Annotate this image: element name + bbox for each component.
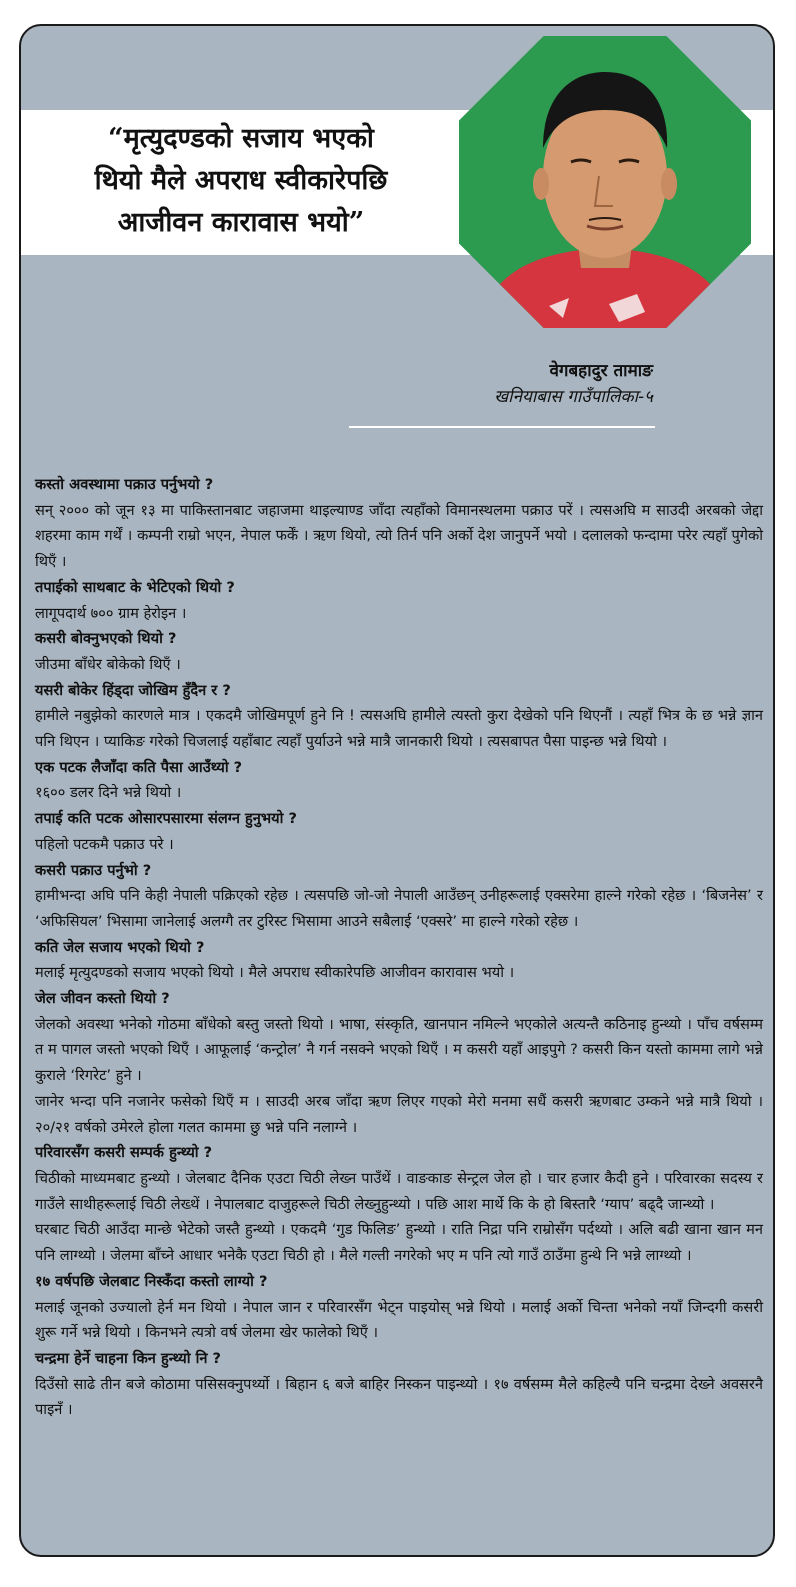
- interview-answer: पहिलो पटकमै पक्राउ परे ।: [35, 835, 174, 853]
- interview-answer: हामीभन्दा अघि पनि केही नेपाली पक्रिएको रहेछ । त्यसपछि जो-जो नेपाली आउँछन् उनीहरूलाई एक्सरेमा हाल्ने गरेको रहेछ । ‘बिजनेस’ र ‘अफिसियल’ भिसामा जानेलाई अलग्गै तर टुरिस्ट भिसामा आउने सबैलाई ‘एक्सरे’ मा हाल्ने गरेको रहेछ ।: [35, 887, 763, 930]
- interview-question: कसरी पक्राउ पर्नुभो ?: [35, 861, 152, 879]
- portrait-photo: [459, 36, 751, 328]
- portrait-illustration: [459, 36, 751, 328]
- interview-question: एक पटक लैजाँदा कति पैसा आउँथ्यो ?: [35, 758, 243, 776]
- interview-question: चन्द्रमा हेर्ने चाहना किन हुन्थ्यो नि ?: [35, 1349, 221, 1367]
- interview-question: यसरी बोकेर हिंड्दा जोखिम हुँदैन र ?: [35, 681, 231, 699]
- interview-answer: जीउमा बाँधेर बोकेको थिएँ ।: [35, 655, 181, 673]
- headline-quote: [31, 118, 451, 244]
- quote-line: थियो मैले अपराध स्वीकारेपछि: [94, 165, 388, 196]
- interview-question: जेल जीवन कस्तो थियो ?: [35, 990, 170, 1008]
- interview-answer: मलाई मृत्युदण्डको सजाय भएको थियो । मैले अपराध स्वीकारेपछि आजीवन कारावास भयो ।: [35, 964, 515, 982]
- interview-answer: १६०० डलर दिने भन्ने थियो ।: [35, 784, 182, 802]
- article-card: [19, 24, 775, 1557]
- byline: [494, 358, 653, 410]
- interview-answer: हामीले नबुझेको कारणले मात्र । एकदमै जोखिमपूर्ण हुने नि ! त्यसअघि हामीले त्यस्तो कुरा देखेको पनि थिएनौं । त्यहाँ भित्र के छ भन्ने ज्ञान पनि थिएन । प्याकिङ गरेको चिजलाई यहाँबाट त्यहाँ पुर्याउने भन्ने मात्रै जानकारी थियो । त्यसबापत पैसा पाइन्छ भन्ने थियो ।: [35, 707, 763, 751]
- interview-question: १७ वर्षपछि जेलबाट निस्कँदा कस्तो लाग्यो ?: [35, 1272, 268, 1290]
- interview-answer: सन् २००० को जून १३ मा पाकिस्तानबाट जहाजमा थाइल्याण्ड जाँदा त्यहाँको विमानस्थलमा पक्राउ परें । त्यसअघि म साउदी अरबको जेद्दा शहरमा काम गर्थें । कम्पनी राम्रो भएन, नेपाल फर्कें । ऋण थियो, त्यो तिर्न पनि अर्को देश जानुपर्ने भयो । दलालको फन्दामा परेर त्यहाँ पुगेको थिएँ ।: [35, 501, 763, 571]
- interviewee-name: वेगबहादुर तामाङ: [549, 361, 653, 381]
- interview-answer: जानेर भन्दा पनि नजानेर फसेको थिएँ म । साउदी अरब जाँदा ऋण लिएर गएको मेरो मनमा सधैं कसरी ऋणबाट उम्कने भन्ने मात्रै थियो । २०/२१ वर्षको उमेरले होला गलत काममा छु भन्ने पनि नलाग्ने ।: [35, 1092, 763, 1136]
- interview-answer: घरबाट चिठी आउँदा मान्छे भेटेको जस्तै हुन्थ्यो । एकदमै ‘गुड फिलिङ’ हुन्थ्यो । राति निद्रा पनि राम्रोसँग पर्दथ्यो । अलि बढी खाना खान मन पनि लाग्थ्यो । जेलमा बाँच्ने आधार भनेकै एउटा चिठी हो । मैले गल्ती नगरेको भए म पनि त्यो गाउँ ठाउँमा हुन्थे नि भन्ने लाग्थ्यो ।: [35, 1221, 763, 1265]
- interview-answer: जेलको अवस्था भनेको गोठमा बाँधेको बस्तु जस्तो थियो । भाषा, संस्कृति, खानपान नमिल्ने भएकोले अत्यन्तै कठिनाइ हुन्थ्यो । पाँच वर्षसम्म त म पागल जस्तो भएको थिएँ । आफूलाई ‘कन्ट्रोल’ नै गर्न नसक्ने भएको थिएँ । म कसरी यहाँ आइपुगे ? कसरी किन यस्तो काममा लागे भन्ने कुराले ‘रिगरेट’ हुने ।: [35, 1015, 763, 1085]
- interview-question: कसरी बोक्नुभएको थियो ?: [35, 630, 177, 648]
- quote-line: “मृत्युदण्डको सजाय भएको: [108, 123, 374, 154]
- interview-answer: दिउँसो साढे तीन बजे कोठामा पसिसक्नुपर्थ्यो । बिहान ६ बजे बाहिर निस्कन पाइन्थ्यो । १७ वर्षसम्म मैले कहिल्यै पनि चन्द्रमा देख्ने अवसरनै पाइनँ ।: [35, 1375, 763, 1419]
- interview-body: [35, 472, 763, 1423]
- interview-question: परिवारसँग कसरी सम्पर्क हुन्थ्यो ?: [35, 1144, 213, 1162]
- interview-answer: मलाई जूनको उज्यालो हेर्न मन थियो । नेपाल जान र परिवारसँग भेट्न पाइयोस् भन्ने थियो । मलाई अर्को चिन्ता भनेको नयाँ जिन्दगी कसरी शुरू गर्ने भन्ने थियो । किनभने त्यत्रो वर्ष जेलमा खेर फालेको थिएँ ।: [35, 1298, 763, 1342]
- quote-line: आजीवन कारावास भयो”: [117, 207, 365, 238]
- interview-question: कस्तो अवस्थामा पक्राउ पर्नुभयो ?: [35, 476, 214, 493]
- interviewee-place: खनियाबास गाउँपालिका-५: [494, 387, 653, 407]
- interview-question: तपाई कति पटक ओसारपसारमा संलग्न हुनुभयो ?: [35, 810, 297, 828]
- interview-question: तपाईको साथबाट के भेटिएको थियो ?: [35, 578, 235, 596]
- interview-answer: लागूपदार्थ ७०० ग्राम हेरोइन ।: [35, 604, 187, 622]
- interview-question: कति जेल सजाय भएको थियो ?: [35, 938, 205, 956]
- interview-answer: चिठीको माध्यमबाट हुन्थ्यो । जेलबाट दैनिक एउटा चिठी लेख्न पाउँथें । वाङकाङ सेन्ट्रल जेल हो । चार हजार कैदी हुने । परिवारका सदस्य र गाउँले साथीहरूलाई चिठी लेख्थें । नेपालबाट दाजुहरूले चिठी लेख्नुहुन्थ्यो । पछि आश मार्थे कि के हो बिस्तारै ‘ग्याप’ बढ्दै जान्थ्यो ।: [35, 1169, 763, 1213]
- divider: [349, 426, 655, 428]
